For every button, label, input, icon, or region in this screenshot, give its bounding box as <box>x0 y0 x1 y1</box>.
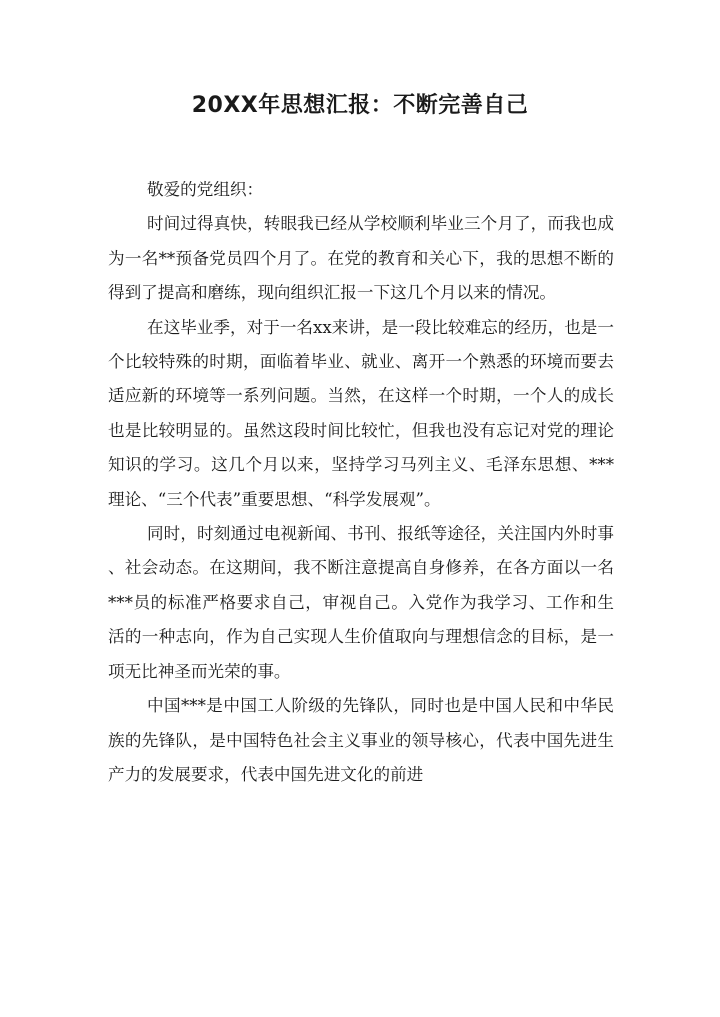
paragraph-1: 时间过得真快，转眼我已经从学校顺利毕业三个月了，而我也成为一名**预备党员四个月了。在党的教育和关心下，我的思想不断的得到了提高和磨练，现向组织汇报一下这几个月以来的情况。 <box>108 214 614 303</box>
paragraph-4: 中国***是中国工人阶级的先锋队，同时也是中国人民和中华民族的先锋队，是中国特色社会主义事业的领导核心，代表中国先进生产力的发展要求，代表中国先进文化的前进 <box>108 696 614 784</box>
paragraph-3: 同时，时刻通过电视新闻、书刊、报纸等途径，关注国内外时事、社会动态。在这期间，我不断注意提高自身修养，在各方面以一名***员的标准严格要求自己，审视自己。入党作为我学习、工作和生活的一种志向，作为自己实现人生价值取向与理想信念的目标，是一项无比神圣而光荣的事。 <box>108 524 614 681</box>
document-body <box>108 173 614 792</box>
document-title: 20XX年思想汇报：不断完善自己 <box>191 93 529 118</box>
salutation: 敬爱的党组织： <box>147 180 264 199</box>
paragraph-2: 在这毕业季，对于一名xx来讲，是一段比较难忘的经历，也是一个比较特殊的时期，面临着毕业、就业、离开一个熟悉的环境而要去适应新的环境等一系列问题。当然，在这样一个时期，一个人的成长也是比较明显的。虽然这段时间比较忙，但我也没有忘记对党的理论知识的学习。这几个月以来，坚持学习马列主义、毛泽东思想、***理论、“三个代表”重要思想、“科学发展观”。 <box>108 317 614 509</box>
